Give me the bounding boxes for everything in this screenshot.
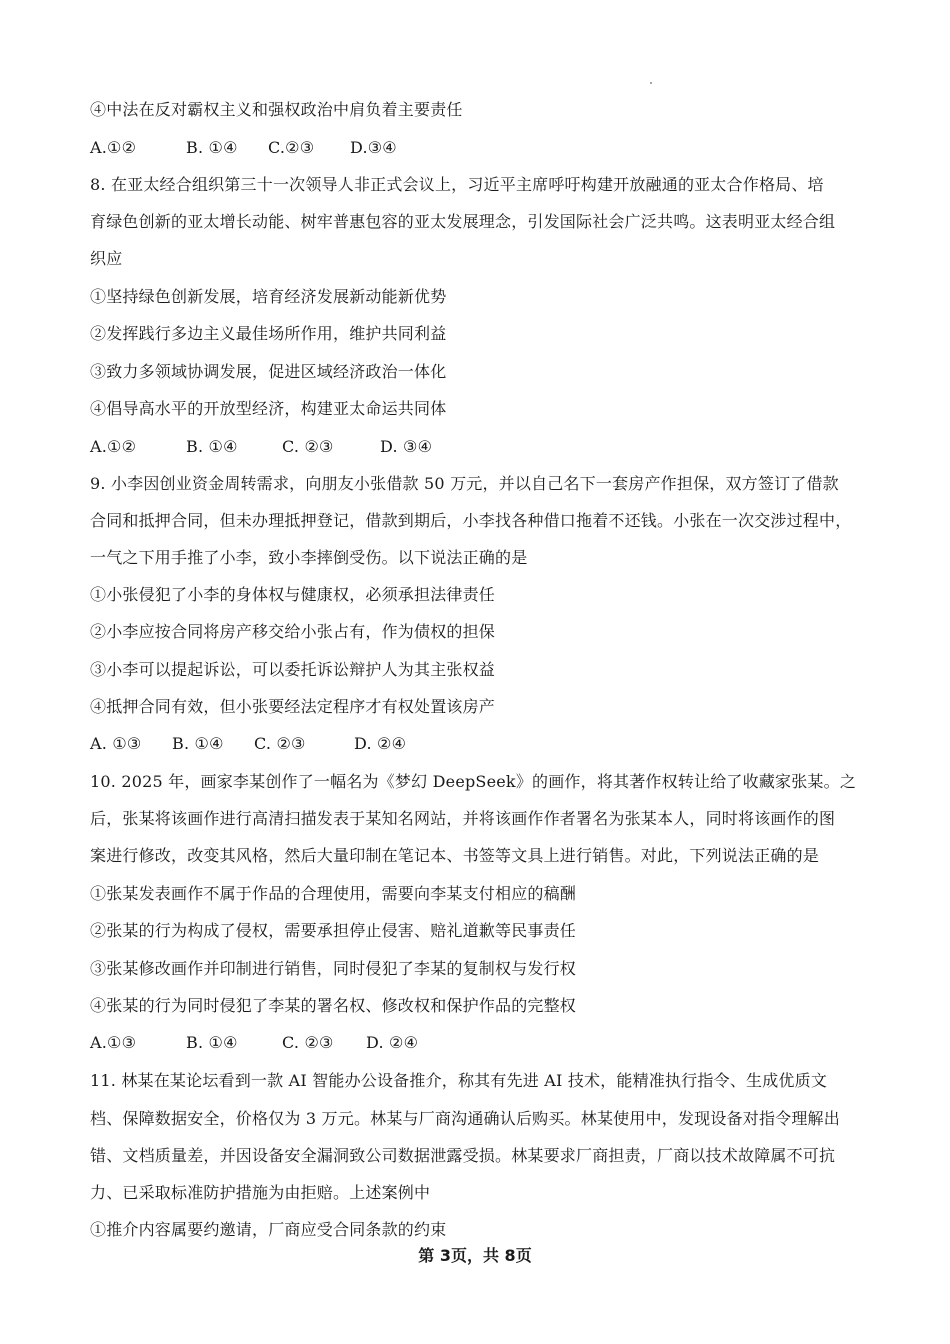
q8-item-3: ③致力多领域协调发展，促进区域经济政治一体化 — [90, 362, 447, 381]
q10-item-2: ②张某的行为构成了侵权，需要承担停止侵害、赔礼道歉等民事责任 — [90, 921, 577, 940]
q8-options — [90, 437, 870, 457]
option-d: D.③④ — [350, 138, 397, 157]
option-c: C. ②③ — [254, 734, 306, 753]
option-a: A.①② — [90, 437, 137, 456]
q10-item-1: ①张某发表画作不属于作品的合理使用，需要向李某支付相应的稿酬 — [90, 884, 577, 903]
q8-stem-line-3: 织应 — [90, 249, 123, 268]
q11-stem-line-3: 错、文档质量差，并因设备安全漏洞致公司数据泄露受损。林某要求厂商担责，厂商以技术故障属不可抗 — [90, 1146, 836, 1165]
option-c: C.②③ — [268, 138, 315, 157]
option-a: A. ①③ — [90, 734, 142, 753]
option-a: A.①② — [90, 138, 137, 157]
q11-stem-line-2: 档、保障数据安全，价格仅为 3 万元。林某与厂商沟通确认后购买。林某使用中，发现设备对指令理解出 — [90, 1109, 840, 1128]
option-d: D. ③④ — [380, 437, 433, 456]
q9-stem-line-3: 一气之下用手推了小李，致小李摔倒受伤。以下说法正确的是 — [90, 548, 528, 567]
q7-options — [90, 138, 870, 158]
option-d: D. ②④ — [354, 734, 407, 753]
q8-item-2: ②发挥践行多边主义最佳场所作用，维护共同利益 — [90, 324, 447, 343]
option-b: B. ①④ — [172, 734, 224, 753]
q11-stem-line-4: 力、已采取标准防护措施为由拒赔。上述案例中 — [90, 1183, 431, 1202]
q9-item-4: ④抵押合同有效，但小张要经法定程序才有权处置该房产 — [90, 697, 496, 716]
option-b: B. ①④ — [186, 437, 238, 456]
option-b: B. ①④ — [186, 1033, 238, 1052]
q8-stem-line-2: 育绿色创新的亚太增长动能、树牢普惠包容的亚太发展理念，引发国际社会广泛共鸣。这表明亚太经合组 — [90, 212, 836, 231]
q10-options — [90, 1033, 870, 1053]
option-c: C. ②③ — [282, 1033, 334, 1052]
option-a: A.①③ — [90, 1033, 137, 1052]
scan-speck — [650, 82, 652, 84]
q11-stem-line-1: 11. 林某在某论坛看到一款 AI 智能办公设备推介，称其有先进 AI 技术，能精准执行指令、生成优质文 — [90, 1071, 828, 1090]
q11-item-1: ①推介内容属要约邀请，厂商应受合同条款的约束 — [90, 1220, 447, 1239]
q10-stem-line-2: 后，张某将该画作进行高清扫描发表于某知名网站，并将该画作作者署名为张某本人，同时将该画作的图 — [90, 809, 836, 828]
q8-item-1: ①坚持绿色创新发展，培育经济发展新动能新优势 — [90, 287, 447, 306]
q8-stem-line-1: 8. 在亚太经合组织第三十一次领导人非正式会议上，习近平主席呼吁构建开放融通的亚太合作格局、培 — [90, 175, 824, 194]
q9-item-3: ③小李可以提起诉讼，可以委托诉讼辩护人为其主张权益 — [90, 660, 496, 679]
q9-stem-line-1: 9. 小李因创业资金周转需求，向朋友小张借款 50 万元，并以自己名下一套房产作担保，双方签订了借款 — [90, 474, 839, 493]
q9-stem-line-2: 合同和抵押合同，但未办理抵押登记，借款到期后，小李找各种借口拖着不还钱。小张在一次交涉过程中， — [90, 511, 852, 530]
option-d: D. ②④ — [366, 1033, 419, 1052]
page-footer: 第 3页，共 8页 — [418, 1246, 532, 1265]
q10-stem-line-1: 10. 2025 年，画家李某创作了一幅名为《梦幻 DeepSeek》的画作，将其著作权转让给了收藏家张某。之 — [90, 772, 857, 791]
option-b: B. ①④ — [186, 138, 238, 157]
option-c: C. ②③ — [282, 437, 334, 456]
q8-item-4: ④倡导高水平的开放型经济，构建亚太命运共同体 — [90, 399, 447, 418]
q10-stem-line-3: 案进行修改，改变其风格，然后大量印制在笔记本、书签等文具上进行销售。对此，下列说法正确的是 — [90, 846, 820, 865]
q10-item-4: ④张某的行为同时侵犯了李某的署名权、修改权和保护作品的完整权 — [90, 996, 577, 1015]
q7-item-4: ④中法在反对霸权主义和强权政治中肩负着主要责任 — [90, 100, 463, 119]
q9-options — [90, 734, 870, 754]
q9-item-2: ②小李应按合同将房产移交给小张占有，作为债权的担保 — [90, 622, 496, 641]
q10-item-3: ③张某修改画作并印制进行销售，同时侵犯了李某的复制权与发行权 — [90, 959, 577, 978]
q9-item-1: ①小张侵犯了小李的身体权与健康权，必须承担法律责任 — [90, 585, 496, 604]
